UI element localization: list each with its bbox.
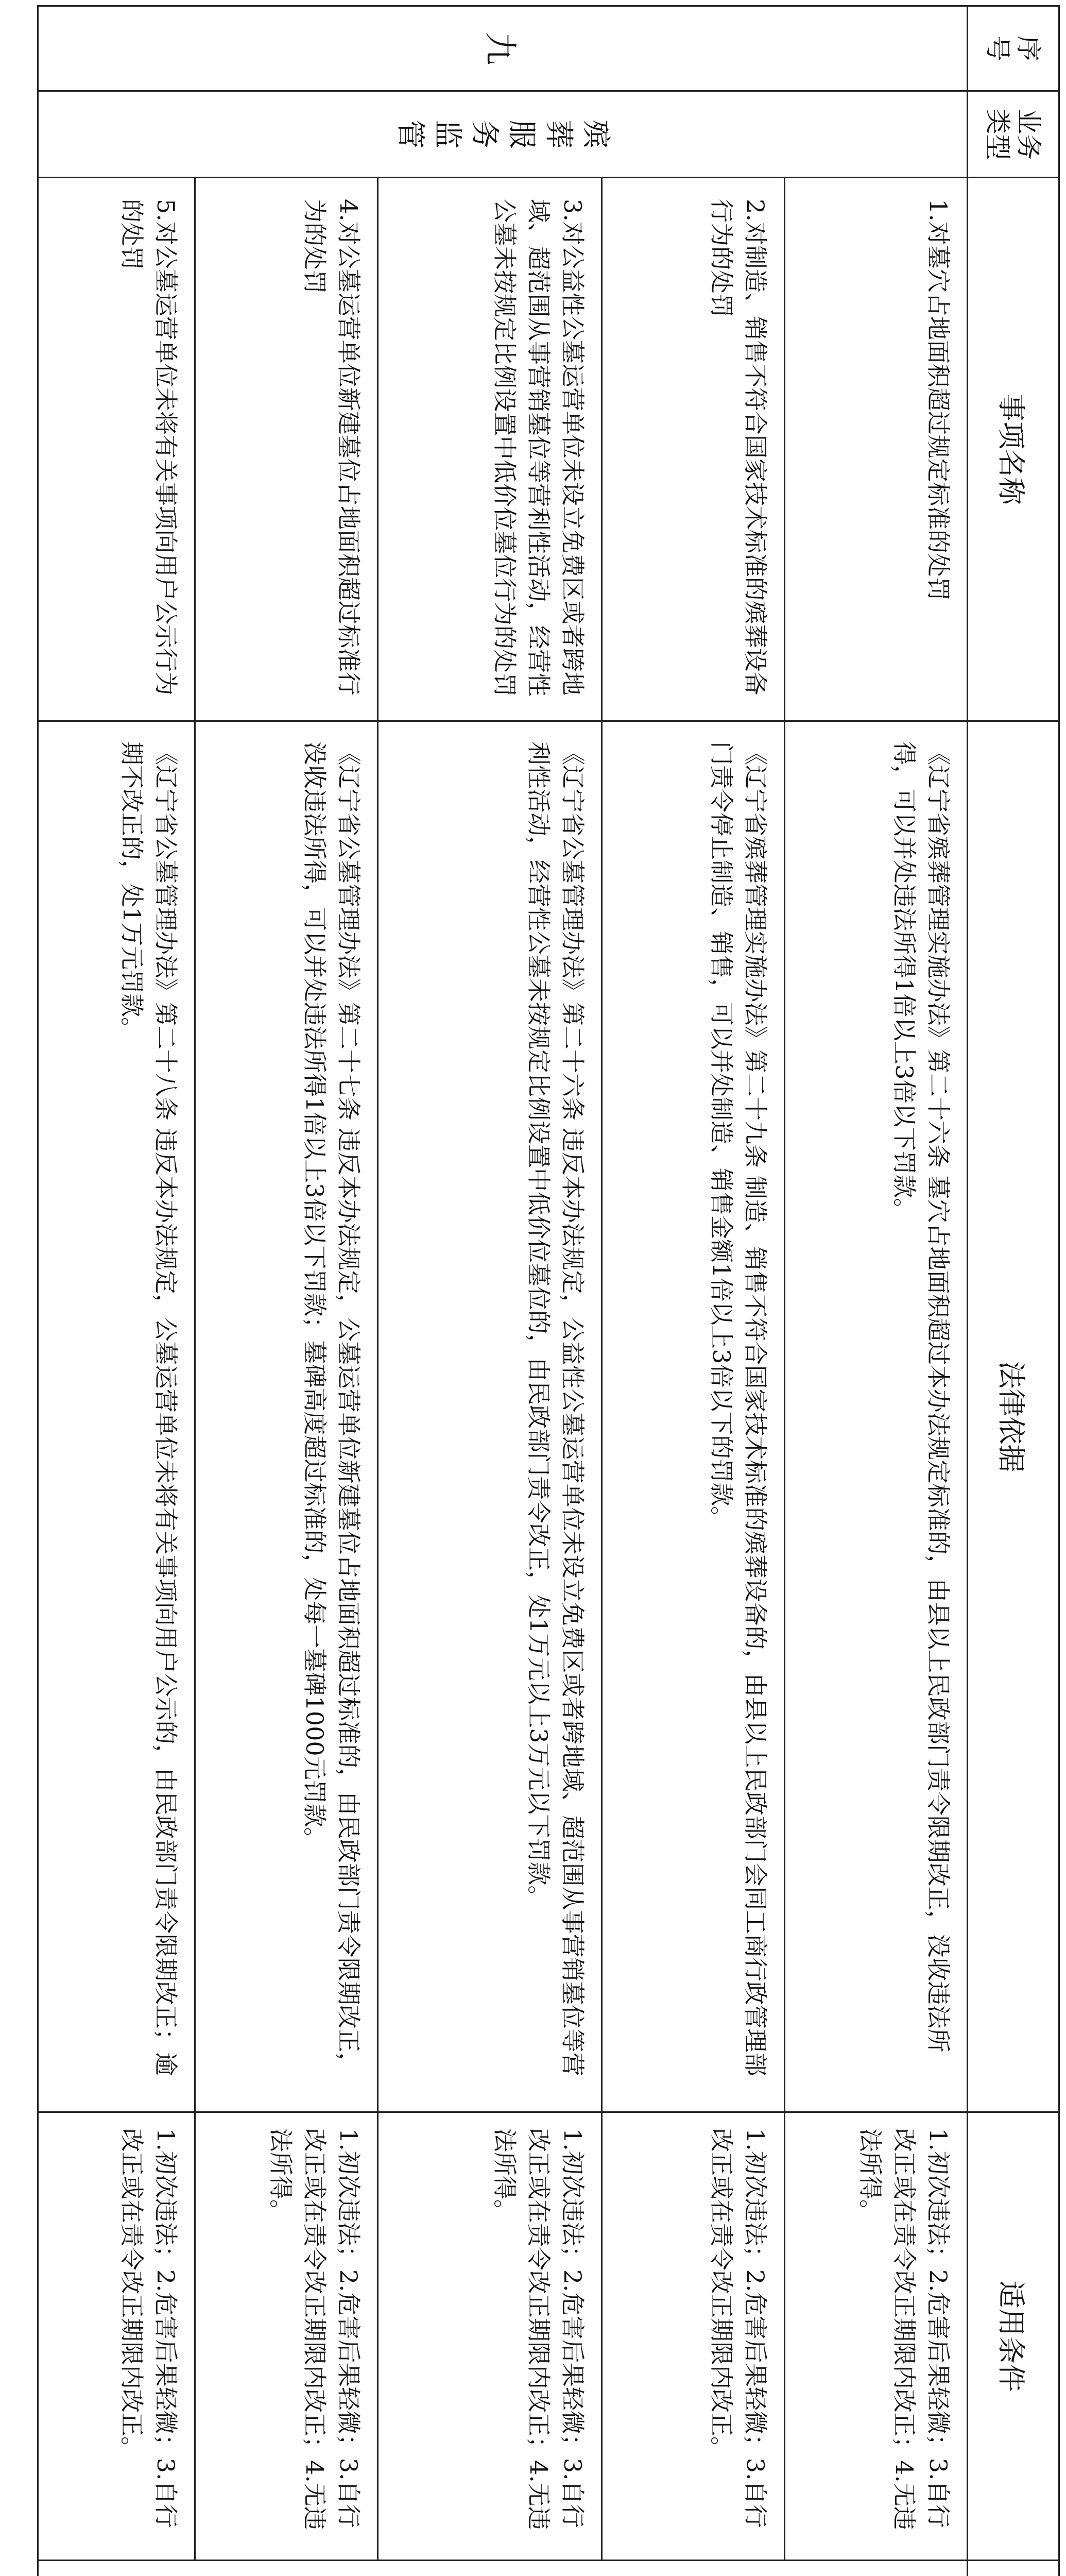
table-row	[195, 6, 378, 2576]
business-type-cell: 殡葬服务监管	[38, 91, 968, 178]
table-header-row	[968, 6, 1059, 2576]
table-row	[785, 6, 968, 2576]
header-legal-basis: 法律依据	[968, 721, 1059, 2112]
level-cell	[38, 2561, 968, 2576]
item-name-cell: 1.对墓穴占地面积超过规定标准的处罚	[785, 178, 968, 721]
legal-basis-cell: 《辽宁省殡葬管理实施办法》第二十九条 制造、销售不符合国家技术标准的殡葬设备的，由县以上民政部门会同工商行政管理部门责令停止制造、销售，可以并处制造、销售金额1倍以上3倍以下的罚款。	[602, 721, 785, 2112]
seq-cell: 九	[38, 6, 968, 91]
table-row	[38, 6, 195, 2576]
conditions-cell: 1.初次违法；2.危害后果轻微；3.自行改正或在责令改正期限内改正；4.无违法所得。	[378, 2112, 602, 2561]
conditions-cell: 1.初次违法；2.危害后果轻微；3.自行改正或在责令改正期限内改正；4.无违法所得。	[195, 2112, 378, 2561]
conditions-cell: 1.初次违法；2.危害后果轻微；3.自行改正或在责令改正期限内改正。	[38, 2112, 195, 2561]
table-row	[602, 6, 785, 2576]
table-row	[378, 6, 602, 2576]
legal-basis-cell: 《辽宁省公墓管理办法》第二十七条 违反本办法规定，公墓运营单位新建墓位占地面积超过标准的，由民政部门责令限期改正，没收违法所得，可以并处违法所得1倍以上3倍以下罚款；墓碑高度超过标准的，处每一墓碑1000元罚款。	[195, 721, 378, 2112]
item-name-cell: 4.对公墓运营单位新建墓位占地面积超过标准行为的处罚	[195, 178, 378, 721]
header-seq: 序号	[968, 6, 1059, 91]
penalty-exemption-table	[37, 5, 1060, 2576]
item-name-cell: 5.对公墓运营单位未将有关事项向用户公示行为的处罚	[38, 178, 195, 721]
conditions-cell: 1.初次违法；2.危害后果轻微；3.自行改正或在责令改正期限内改正；4.无违法所得。	[785, 2112, 968, 2561]
header-item-name: 事项名称	[968, 178, 1059, 721]
item-name-cell: 3.对公益性公墓运营单位未设立免费区或者跨地域、超范围从事营销墓位等营利性活动，经营性公墓未按规定比例设置中低价位墓位行为的处罚	[378, 178, 602, 721]
legal-basis-cell: 《辽宁省殡葬管理实施办法》第二十六条 墓穴占地面积超过本办法规定标准的，由县以上民政部门责令限期改正，没收违法所得，可以并处违法所得1倍以上3倍以下罚款。	[785, 721, 968, 2112]
conditions-cell: 1.初次违法；2.危害后果轻微；3.自行改正或在责令改正期限内改正。	[602, 2112, 785, 2561]
legal-basis-cell: 《辽宁省公墓管理办法》第二十八条 违反本办法规定，公墓运营单位未将有关事项向用户公示的，由民政部门责令限期改正；逾期不改正的，处1万元罚款。	[38, 721, 195, 2112]
legal-basis-cell: 《辽宁省公墓管理办法》第二十六条 违反本办法规定，公益性公墓运营单位未设立免费区或者跨地域、超范围从事营销墓位等营利性活动，经营性公墓未按规定比例设置中低价位墓位的，由民政部门责令改正，处1万元以上3万元以下罚款。	[378, 721, 602, 2112]
item-name-cell: 2.对制造、销售不符合国家技术标准的殡葬设备行为的处罚	[602, 178, 785, 721]
header-level	[968, 2561, 1059, 2576]
header-business-type: 业务类型	[968, 91, 1059, 178]
header-conditions: 适用条件	[968, 2112, 1059, 2561]
